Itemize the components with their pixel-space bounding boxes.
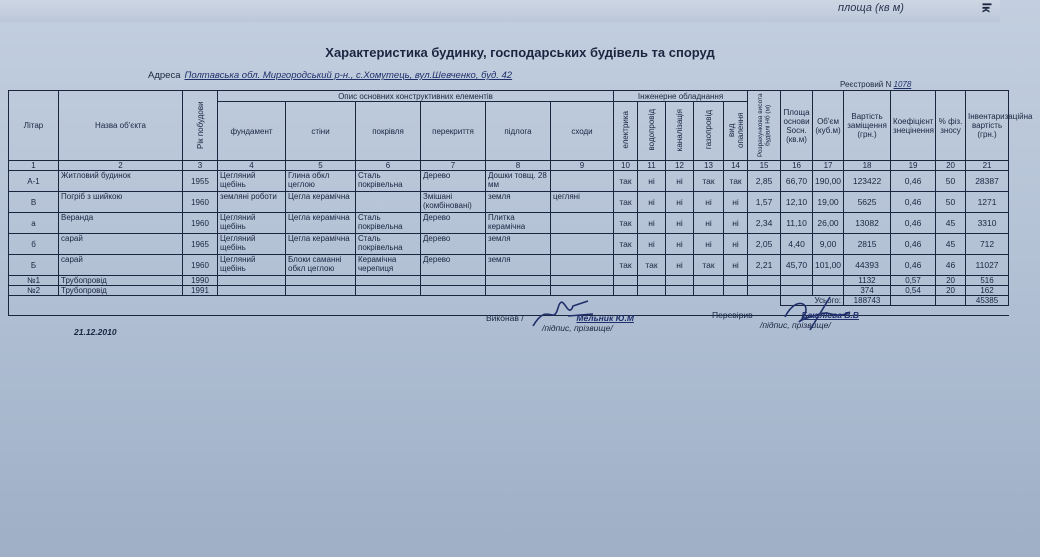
empty-cell: [356, 296, 421, 306]
column-number: 7: [421, 161, 486, 171]
empty-cell: [638, 296, 666, 306]
column-number: 21: [966, 161, 1009, 171]
table-cell: Дерево: [421, 213, 486, 234]
table-cell: ні: [638, 234, 666, 255]
signature-checker: [780, 292, 860, 332]
table-cell: [614, 276, 638, 286]
executed-label: Виконав /: [486, 313, 524, 323]
table-cell: 1991: [183, 286, 218, 296]
table-cell: 2,85: [748, 171, 781, 192]
table-cell: [666, 276, 694, 286]
header-year: Рік побудови: [183, 91, 218, 161]
header-heating: вид опалення: [724, 102, 748, 161]
table-cell: А-1: [9, 171, 59, 192]
table-cell: [551, 234, 614, 255]
table-cell: [218, 276, 286, 286]
column-number: 1: [9, 161, 59, 171]
table-cell: 0,54: [891, 286, 936, 296]
table-cell: [748, 276, 781, 286]
table-cell: 2,05: [748, 234, 781, 255]
table-row: [9, 171, 1009, 192]
table-cell: 2,21: [748, 255, 781, 276]
table-cell: Дошки товщ. 28 мм: [486, 171, 551, 192]
empty-cell: [218, 296, 286, 306]
column-number: 10: [614, 161, 638, 171]
table-cell: [813, 276, 844, 286]
table-cell: б: [9, 234, 59, 255]
table-cell: 1990: [183, 276, 218, 286]
header-floor: підлога: [486, 102, 551, 161]
table-cell: так: [614, 192, 638, 213]
table-cell: ні: [638, 192, 666, 213]
table-cell: ні: [666, 192, 694, 213]
column-number: 12: [666, 161, 694, 171]
table-cell: [694, 276, 724, 286]
column-number: 13: [694, 161, 724, 171]
table-cell: 0,46: [891, 255, 936, 276]
header-electric: електрика: [614, 102, 638, 161]
table-cell: 1960: [183, 192, 218, 213]
header-stairs: сходи: [551, 102, 614, 161]
empty-cell: [59, 296, 183, 306]
empty-cell: [9, 296, 59, 306]
table-cell: Цегляний щебінь: [218, 213, 286, 234]
table-cell: 2,34: [748, 213, 781, 234]
checked-hint: /підпис, прізвище/: [760, 320, 831, 330]
empty-cell: [286, 296, 356, 306]
edge-text: Ік: [979, 2, 995, 13]
table-cell: ні: [724, 192, 748, 213]
table-cell: Дерево: [421, 255, 486, 276]
table-cell: [356, 192, 421, 213]
table-cell: 9,00: [813, 234, 844, 255]
table-cell: 1965: [183, 234, 218, 255]
header-ceiling: перекриття: [421, 102, 486, 161]
table-cell: 20: [936, 276, 966, 286]
table-cell: 13082: [844, 213, 891, 234]
table-cell: ні: [694, 192, 724, 213]
table-cell: так: [614, 234, 638, 255]
table-cell: [421, 286, 486, 296]
area-label: площа (кв м): [838, 2, 904, 14]
table-cell: Цегляний щебінь: [218, 234, 286, 255]
document-date: 21.12.2010: [74, 327, 117, 337]
table-cell: Погріб з шийкою: [59, 192, 183, 213]
table-cell: 101,00: [813, 255, 844, 276]
table-cell: Б: [9, 255, 59, 276]
table-cell: так: [614, 171, 638, 192]
table-cell: ні: [694, 234, 724, 255]
table-cell: 0,46: [891, 192, 936, 213]
address: [148, 70, 512, 81]
empty-cell: [421, 296, 486, 306]
empty-cell: [666, 296, 694, 306]
header-volume: Об'єм (куб.м): [813, 91, 844, 161]
table-cell: ні: [724, 234, 748, 255]
empty-cell: [694, 296, 724, 306]
table-cell: земля: [486, 192, 551, 213]
header-roof: покрівля: [356, 102, 421, 161]
column-number: 6: [356, 161, 421, 171]
table-cell: Дерево: [421, 234, 486, 255]
header-sewer: каналізація: [666, 102, 694, 161]
table-cell: [666, 286, 694, 296]
table-cell: [694, 286, 724, 296]
table-row: [9, 255, 1009, 276]
header-coef: Коефіцієнт знецінення: [891, 91, 936, 161]
header-foundation: фундамент: [218, 102, 286, 161]
table-cell: [421, 276, 486, 286]
table-cell: 50: [936, 192, 966, 213]
table-cell: [748, 286, 781, 296]
table-cell: ні: [724, 213, 748, 234]
header-name: Назва об'єкта: [59, 91, 183, 161]
table-cell: [551, 171, 614, 192]
table-cell: 45,70: [781, 255, 813, 276]
table-cell: Дерево: [421, 171, 486, 192]
table-cell: [286, 276, 356, 286]
table-cell: 3310: [966, 213, 1009, 234]
address-label: Адреса: [148, 70, 181, 81]
column-number: 18: [844, 161, 891, 171]
table-cell: [551, 276, 614, 286]
table-cell: [638, 276, 666, 286]
table-cell: В: [9, 192, 59, 213]
table-cell: 162: [966, 286, 1009, 296]
column-number: 9: [551, 161, 614, 171]
table-cell: 1960: [183, 213, 218, 234]
executed-name: Мельник Ю.М: [576, 313, 634, 323]
table-cell: Цегла керамічна: [286, 192, 356, 213]
table-cell: [724, 276, 748, 286]
empty-cell: [614, 296, 638, 306]
table-cell: сарай: [59, 255, 183, 276]
registry-number: [840, 80, 911, 89]
table-row: [9, 192, 1009, 213]
column-number: 5: [286, 161, 356, 171]
table-cell: 0,46: [891, 234, 936, 255]
table-cell: 19,00: [813, 192, 844, 213]
table-cell: 12,10: [781, 192, 813, 213]
table-cell: 0,46: [891, 213, 936, 234]
table-cell: 4,40: [781, 234, 813, 255]
table-cell: Змішані (комбіновані): [421, 192, 486, 213]
table-cell: Трубопровід: [59, 286, 183, 296]
header-litar: Літар: [9, 91, 59, 161]
table-cell: Цегляний щебінь: [218, 171, 286, 192]
registry-value: 1078: [893, 80, 912, 89]
table-cell: [724, 286, 748, 296]
table-cell: 2815: [844, 234, 891, 255]
checked-label: Перевірив: [712, 310, 753, 320]
table-cell: 1,57: [748, 192, 781, 213]
column-number: 15: [748, 161, 781, 171]
table-cell: 45: [936, 213, 966, 234]
table-cell: цегляні: [551, 192, 614, 213]
page-title: Характеристика будинку, господарських будівель та споруд: [325, 45, 715, 60]
table-cell: [551, 213, 614, 234]
empty-cell: [183, 296, 218, 306]
building-characteristics-table: [8, 90, 1033, 306]
table-cell: земля: [486, 234, 551, 255]
table-cell: так: [614, 213, 638, 234]
table-cell: Трубопровід: [59, 276, 183, 286]
table-cell: 45: [936, 234, 966, 255]
table-cell: ні: [694, 213, 724, 234]
registry-label: Реєстровий N: [840, 80, 892, 89]
column-number: 8: [486, 161, 551, 171]
signature-executor: [528, 296, 598, 336]
table-row: [9, 276, 1009, 286]
table-cell: [781, 276, 813, 286]
table-cell: 1271: [966, 192, 1009, 213]
table-cell: сарай: [59, 234, 183, 255]
table-cell: Цегла керамічна: [286, 213, 356, 234]
header-walls: стіни: [286, 102, 356, 161]
table-cell: [286, 286, 356, 296]
table-cell: №1: [9, 276, 59, 286]
table-cell: ні: [638, 213, 666, 234]
table-cell: ні: [666, 255, 694, 276]
total-label: Усього:: [781, 296, 844, 306]
table-cell: ні: [638, 171, 666, 192]
header-cost: Вартість заміщення (грн.): [844, 91, 891, 161]
table-cell: [356, 286, 421, 296]
table-cell: Цегляний щебінь: [218, 255, 286, 276]
table-cell: 20: [936, 286, 966, 296]
header-structure: Опис основних конструктивних елементів: [218, 91, 614, 102]
table-cell: так: [614, 255, 638, 276]
column-number: 11: [638, 161, 666, 171]
total-cost: 188743: [844, 296, 891, 306]
table-cell: Житловий будинок: [59, 171, 183, 192]
executed-hint: /підпис, прізвище/: [542, 323, 613, 333]
table-cell: 66,70: [781, 171, 813, 192]
table-cell: ні: [724, 255, 748, 276]
address-value: Полтавська обл. Миргородський р-н., с.Хомутець, вул.Шевченко, буд. 42: [184, 70, 513, 81]
column-number: 20: [936, 161, 966, 171]
table-cell: 50: [936, 171, 966, 192]
table-cell: земля: [486, 255, 551, 276]
table-cell: Керамічна черепиця: [356, 255, 421, 276]
table-cell: [551, 255, 614, 276]
column-number: 4: [218, 161, 286, 171]
table-cell: 1960: [183, 255, 218, 276]
table-cell: 44393: [844, 255, 891, 276]
table-cell: так: [694, 255, 724, 276]
total-inv: 45385: [966, 296, 1009, 306]
table-cell: Веранда: [59, 213, 183, 234]
table-cell: 11,10: [781, 213, 813, 234]
table-cell: ні: [666, 171, 694, 192]
table-cell: 26,00: [813, 213, 844, 234]
table-cell: [218, 286, 286, 296]
table-cell: [486, 286, 551, 296]
empty-cell: [891, 296, 936, 306]
table-row: [9, 234, 1009, 255]
table-cell: Плитка керамічна: [486, 213, 551, 234]
table-cell: 0,57: [891, 276, 936, 286]
table-cell: а: [9, 213, 59, 234]
table-cell: земляні роботи: [218, 192, 286, 213]
table-cell: так: [638, 255, 666, 276]
table-cell: [551, 286, 614, 296]
column-number: 2: [59, 161, 183, 171]
table-cell: 46: [936, 255, 966, 276]
table-cell: Цегла керамічна: [286, 234, 356, 255]
header-height: Розрахункова висота будівлі Нб (м): [748, 91, 781, 161]
empty-cell: [936, 296, 966, 306]
header-engineering: Інженерне обладнання: [614, 91, 748, 102]
empty-cell: [748, 296, 781, 306]
table-cell: Сталь покрівельна: [356, 234, 421, 255]
table-cell: [356, 276, 421, 286]
header-gas: газопровід: [694, 102, 724, 161]
table-cell: так: [694, 171, 724, 192]
table-cell: 28387: [966, 171, 1009, 192]
checked-name: Башлієва В.В: [801, 310, 859, 320]
table-cell: [614, 286, 638, 296]
table-cell: 374: [844, 286, 891, 296]
table-cell: 0,46: [891, 171, 936, 192]
table-cell: Блоки саманні обкл цеглою: [286, 255, 356, 276]
table-cell: ні: [666, 213, 694, 234]
table-cell: 5625: [844, 192, 891, 213]
column-number: 16: [781, 161, 813, 171]
empty-cell: [724, 296, 748, 306]
table-cell: Глина обкл цеглою: [286, 171, 356, 192]
header-area: Площа основи Sосн. (кв.м): [781, 91, 813, 161]
column-number: 19: [891, 161, 936, 171]
table-cell: ні: [666, 234, 694, 255]
table-cell: Сталь покрівельна: [356, 213, 421, 234]
column-numbers-row: [9, 161, 1009, 171]
table-cell: 123422: [844, 171, 891, 192]
table-cell: 516: [966, 276, 1009, 286]
header-wear: % фіз. зносу: [936, 91, 966, 161]
table-cell: 712: [966, 234, 1009, 255]
previous-page-strip: [0, 0, 1000, 22]
column-number: 14: [724, 161, 748, 171]
table-cell: [486, 276, 551, 286]
header-water: водопровід: [638, 102, 666, 161]
table-cell: №2: [9, 286, 59, 296]
column-number: 17: [813, 161, 844, 171]
table-row: [9, 213, 1009, 234]
table-cell: 11027: [966, 255, 1009, 276]
table-cell: 1132: [844, 276, 891, 286]
table-cell: 190,00: [813, 171, 844, 192]
table-cell: Сталь покрівельна: [356, 171, 421, 192]
table-cell: [638, 286, 666, 296]
table-cell: 1955: [183, 171, 218, 192]
table-cell: так: [724, 171, 748, 192]
header-inv: Інвентаризаційна вартість (грн.): [966, 91, 1009, 161]
column-number: 3: [183, 161, 218, 171]
